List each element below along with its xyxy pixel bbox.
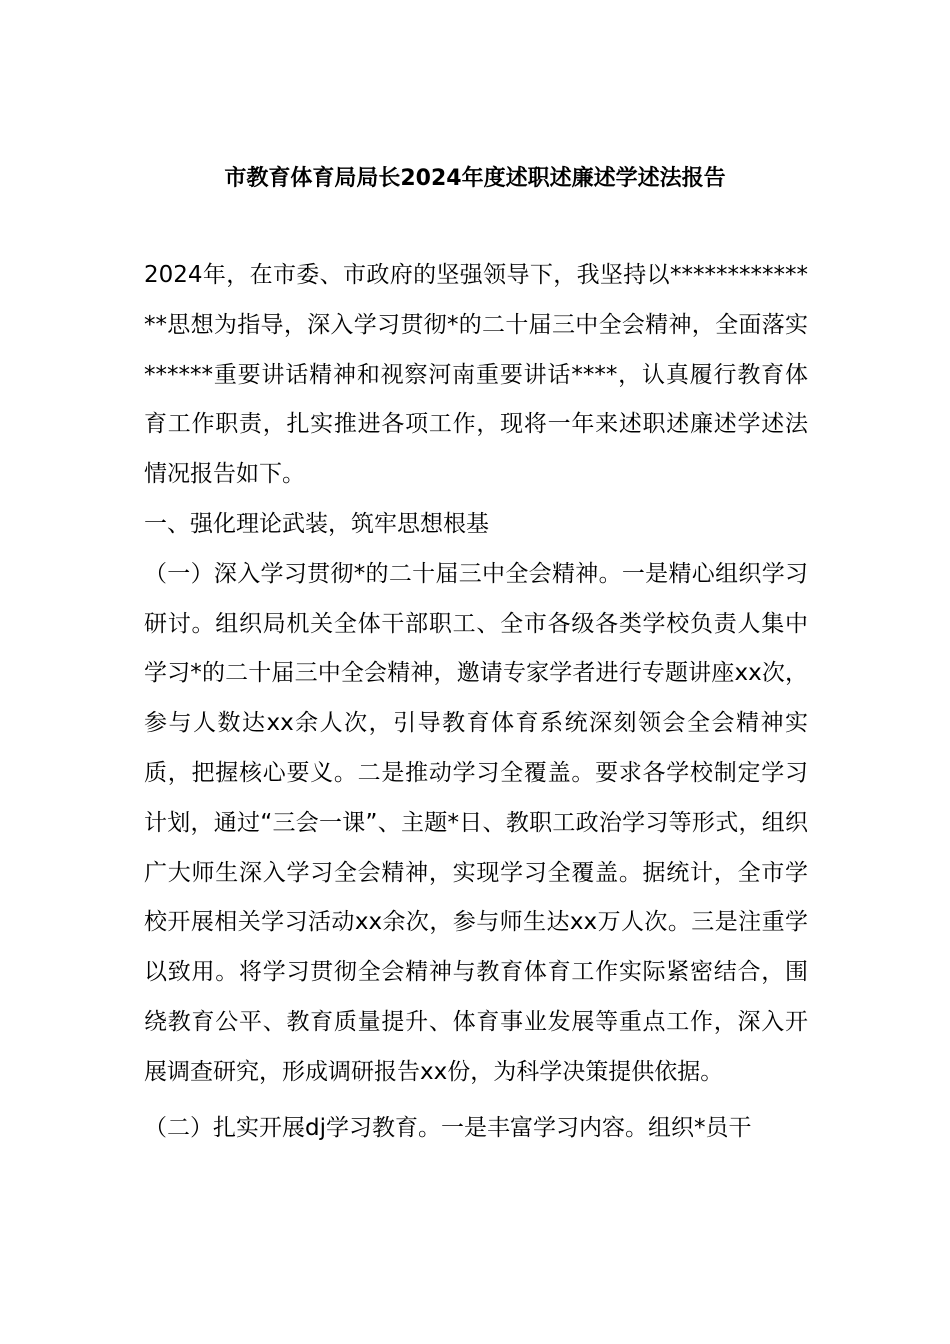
intro-paragraph: 2024年，在市委、市政府的坚强领导下，我坚持以**************思想为指导，深入学习贯彻*的二十届三中全会精神，全面落实******重要讲话精神和视察河南重要讲话****，认真履行教育体育工作职责，扎实推进各项工作，现将一年来述职述廉述学述法情况报告如下。 <box>144 262 808 488</box>
document-title: 市教育体育局局长2024年度述职述廉述学述法报告 <box>224 166 726 191</box>
section-heading: 一、强化理论武装，筑牢思想根基 <box>144 510 489 537</box>
subsection-paragraph: （一）深入学习贯彻*的二十届三中全会精神。一是精心组织学习研讨。组织局机关全体干部职工、全市各级各类学校负责人集中学习*的二十届三中全会精神，邀请专家学者进行专题讲座xx次，参与人数达xx余人次，引导教育体育系统深刻领会全会精神实质，把握核心要义。二是推动学习全覆盖。要求各学校制定学习计划，通过“三会一课”、主题*日、教职工政治学习等形式，组织广大师生深入学习全会精神，实现学习全覆盖。据统计，全市学校开展相关学习活动xx余次，参与师生达xx万人次。三是注重学以致用。将学习贯彻全会精神与教育体育工作实际紧密结合，围绕教育公平、教育质量提升、体育事业发展等重点工作，深入开展调查研究，形成调研报告xx份，为科学决策提供依据。 <box>144 560 808 1085</box>
subsection-paragraph: （二）扎实开展dj学习教育。一是丰富学习内容。组织*员干 <box>144 1114 752 1141</box>
document-body <box>144 251 808 1153</box>
